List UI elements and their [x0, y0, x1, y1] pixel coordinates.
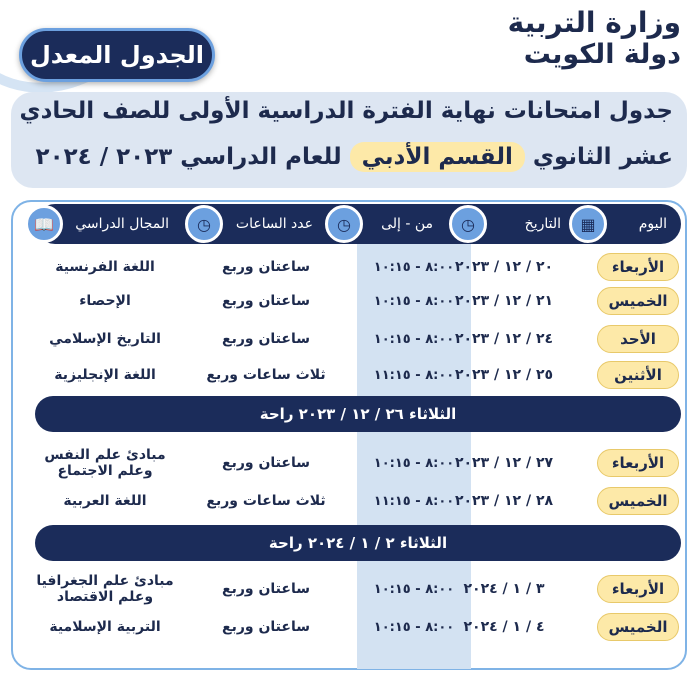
- book-icon: 📖: [26, 205, 64, 243]
- table-row: [12, 483, 688, 519]
- date-cell: ٢٤ / ١٢ / ٢٠٢٣: [455, 331, 555, 347]
- schedule-title: [12, 92, 688, 188]
- table-row: [12, 357, 688, 393]
- header-day: اليوم: [639, 216, 668, 232]
- title-line-2: [37, 142, 674, 172]
- table-header: [36, 204, 682, 244]
- subject-cell: اللغة الإنجليزية: [55, 367, 157, 383]
- date-cell: ٢٥ / ١٢ / ٢٠٢٣: [455, 367, 555, 383]
- subject-cell: التربية الإسلامية: [50, 619, 162, 635]
- rest-day-banner: الثلاثاء ٢ / ١ / ٢٠٢٤ راحة: [36, 525, 682, 561]
- rest-day-banner: الثلاثاء ٢٦ / ١٢ / ٢٠٢٣ راحة: [36, 396, 682, 432]
- duration-cell: ساعتان وربع: [223, 293, 311, 309]
- ministry-title: [509, 6, 682, 70]
- table-row: [12, 571, 688, 607]
- subject-cell: التاريخ الإسلامي: [50, 331, 162, 347]
- header-date: التاريخ: [525, 216, 562, 232]
- date-cell: ٢٨ / ١٢ / ٢٠٢٣: [455, 493, 555, 509]
- day-cell: الخميس: [598, 613, 680, 641]
- subject-cell: مبادئ علم النفس وعلم الاجتماع: [45, 447, 167, 479]
- header-subject: المجال الدراسي: [76, 216, 170, 232]
- date-cell: ٢٧ / ١٢ / ٢٠٢٣: [455, 455, 555, 471]
- time-cell: ٨:٠٠ - ١١:١٥: [374, 367, 456, 383]
- day-cell: الأثنين: [598, 361, 680, 389]
- table-row: [12, 445, 688, 481]
- ministry-name: وزارة التربية: [508, 6, 682, 39]
- table-row: [12, 249, 688, 285]
- subject-cell: اللغة الفرنسية: [56, 259, 156, 275]
- duration-cell: ساعتان وربع: [223, 581, 311, 597]
- date-cell: ٣ / ١ / ٢٠٢٤: [464, 581, 546, 597]
- header-duration: عدد الساعات: [236, 216, 314, 232]
- time-cell: ٨:٠٠ - ١٠:١٥: [374, 293, 456, 309]
- table-row: [12, 321, 688, 357]
- time-cell: ٨:٠٠ - ١٠:١٥: [374, 331, 456, 347]
- clock-icon: ◷: [326, 205, 364, 243]
- section-highlight: القسم الأدبي: [351, 142, 526, 172]
- subject-cell: الإحصاء: [80, 293, 132, 309]
- table-row: [12, 609, 688, 645]
- time-cell: ٨:٠٠ - ١٠:١٥: [374, 581, 456, 597]
- table-row: [12, 283, 688, 319]
- day-cell: الخميس: [598, 287, 680, 315]
- duration-cell: ساعتان وربع: [223, 455, 311, 471]
- duration-cell: ساعتان وربع: [223, 259, 311, 275]
- header-time: من - إلى: [382, 216, 434, 232]
- title-line-1: جدول امتحانات نهاية الفترة الدراسية الأولى للصف الحادي: [20, 98, 674, 124]
- day-cell: الأربعاء: [598, 253, 680, 281]
- date-cell: ٢٠ / ١٢ / ٢٠٢٣: [455, 259, 555, 275]
- duration-cell: ساعتان وربع: [223, 619, 311, 635]
- subject-cell: مبادئ علم الجغرافيا وعلم الاقتصاد: [37, 573, 175, 605]
- time-cell: ٨:٠٠ - ١١:١٥: [374, 493, 456, 509]
- clock-icon: ◷: [186, 205, 224, 243]
- time-cell: ٨:٠٠ - ١٠:١٥: [374, 619, 456, 635]
- day-cell: الأحد: [598, 325, 680, 353]
- revised-schedule-badge: الجدول المعدل: [20, 28, 216, 82]
- time-cell: ٨:٠٠ - ١٠:١٥: [374, 455, 456, 471]
- subject-cell: اللغة العربية: [64, 493, 148, 509]
- title-line-2-post: للعام الدراسي ٢٠٢٣ / ٢٠٢٤: [36, 144, 343, 170]
- duration-cell: ثلاث ساعات وربع: [207, 493, 327, 509]
- calendar-icon: ▦: [570, 205, 608, 243]
- day-cell: الأربعاء: [598, 575, 680, 603]
- date-cell: ٢١ / ١٢ / ٢٠٢٣: [455, 293, 555, 309]
- day-cell: الخميس: [598, 487, 680, 515]
- duration-cell: ساعتان وربع: [223, 331, 311, 347]
- clock-icon: ◷: [450, 205, 488, 243]
- duration-cell: ثلاث ساعات وربع: [207, 367, 327, 383]
- country-name: دولة الكويت: [524, 39, 682, 70]
- time-cell: ٨:٠٠ - ١٠:١٥: [374, 259, 456, 275]
- title-line-2-pre: عشر الثانوي: [533, 144, 674, 170]
- date-cell: ٤ / ١ / ٢٠٢٤: [464, 619, 546, 635]
- day-cell: الأربعاء: [598, 449, 680, 477]
